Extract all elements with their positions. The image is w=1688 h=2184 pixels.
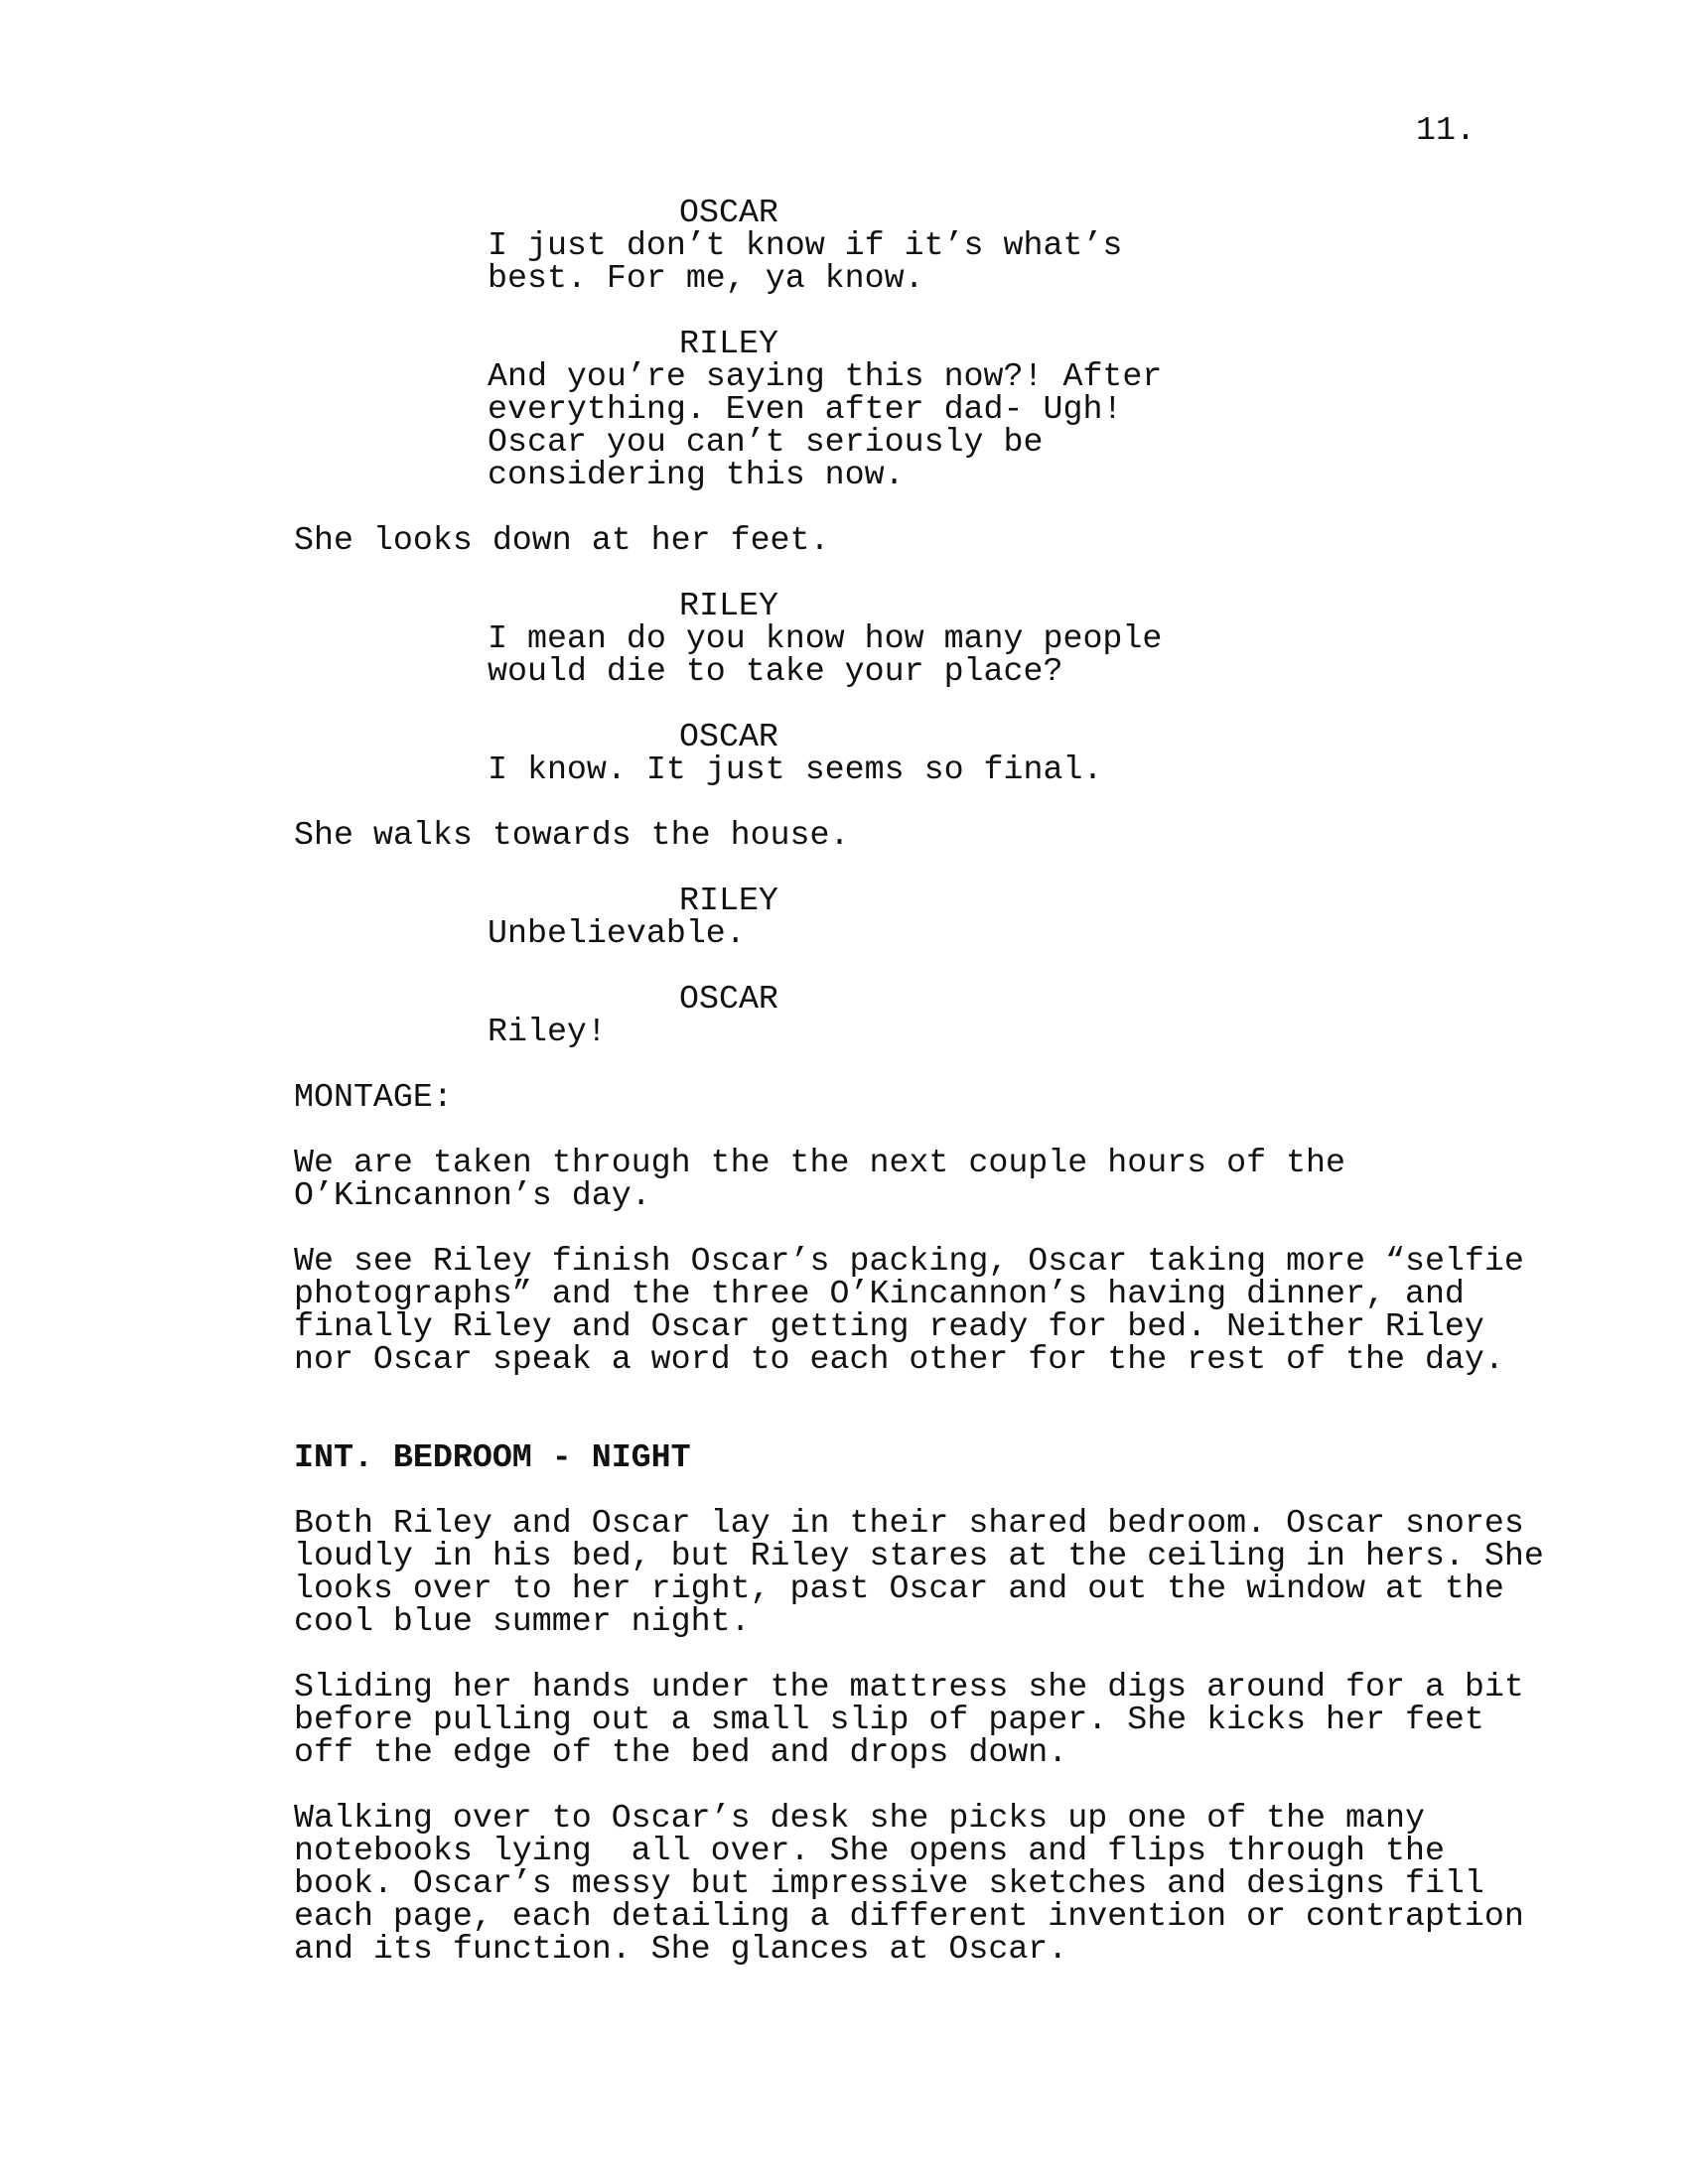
dialogue-line: would die to take your place? [488,652,1063,690]
action-line: We are taken through the the next couple hours of the [294,1144,1346,1181]
character-name: RILEY [679,587,778,624]
action-line: off the edge of the bed and drops down. [294,1733,1068,1771]
action-line: book. Oscar’s messy but impressive sketches and designs fill [294,1864,1484,1902]
character-name: RILEY [679,882,778,919]
transition-montage: MONTAGE: [294,1078,453,1116]
action-line: finally Riley and Oscar getting ready for bed. Neither Riley [294,1307,1484,1345]
action-line: and its function. She glances at Oscar. [294,1930,1068,1968]
action-line: before pulling out a small slip of paper. She kicks her feet [294,1701,1484,1738]
page-number: 11. [1416,111,1476,149]
action-line: cool blue summer night. [294,1602,751,1640]
dialogue-line: everything. Even after dad- Ugh! [488,390,1123,428]
action-line: Sliding her hands under the mattress she digs around for a bit [294,1668,1524,1706]
action-line: Walking over to Oscar’s desk she picks up one of the many [294,1799,1425,1837]
action-line: nor Oscar speak a word to each other for the rest of the day. [294,1340,1504,1378]
action-line: each page, each detailing a different invention or contraption [294,1897,1524,1935]
character-name: OSCAR [679,980,778,1018]
action-line: We see Riley finish Oscar’s packing, Oscar taking more “selfie [294,1242,1524,1280]
dialogue-line: Unbelievable. [488,914,746,952]
scene-heading: INT. BEDROOM - NIGHT [294,1438,691,1476]
dialogue-line: Riley! [488,1013,607,1050]
action-line: photographs” and the three O’Kincannon’s having dinner, and [294,1275,1465,1312]
action-line: O’Kincannon’s day. [294,1176,651,1214]
action-line: looks over to her right, past Oscar and out the window at the [294,1570,1504,1607]
action-line: notebooks lying all over. She opens and flips through the [294,1832,1445,1869]
dialogue-line: I mean do you know how many people [488,619,1163,657]
character-name: RILEY [679,325,778,362]
dialogue-line: I just don’t know if it’s what’s [488,226,1123,264]
action-line: loudly in his bed, but Riley stares at the ceiling in hers. She [294,1537,1544,1574]
dialogue-line: Oscar you can’t seriously be [488,423,1044,461]
dialogue-line: best. For me, ya know. [488,259,924,297]
action-line: Both Riley and Oscar lay in their shared bedroom. Oscar snores [294,1504,1524,1542]
dialogue-line: considering this now. [488,456,905,493]
character-name: OSCAR [679,194,778,231]
action-line: She looks down at her feet. [294,521,830,559]
action-line: She walks towards the house. [294,816,850,854]
dialogue-line: And you’re saying this now?! After [488,357,1163,395]
character-name: OSCAR [679,718,778,755]
dialogue-line: I know. It just seems so final. [488,751,1103,788]
